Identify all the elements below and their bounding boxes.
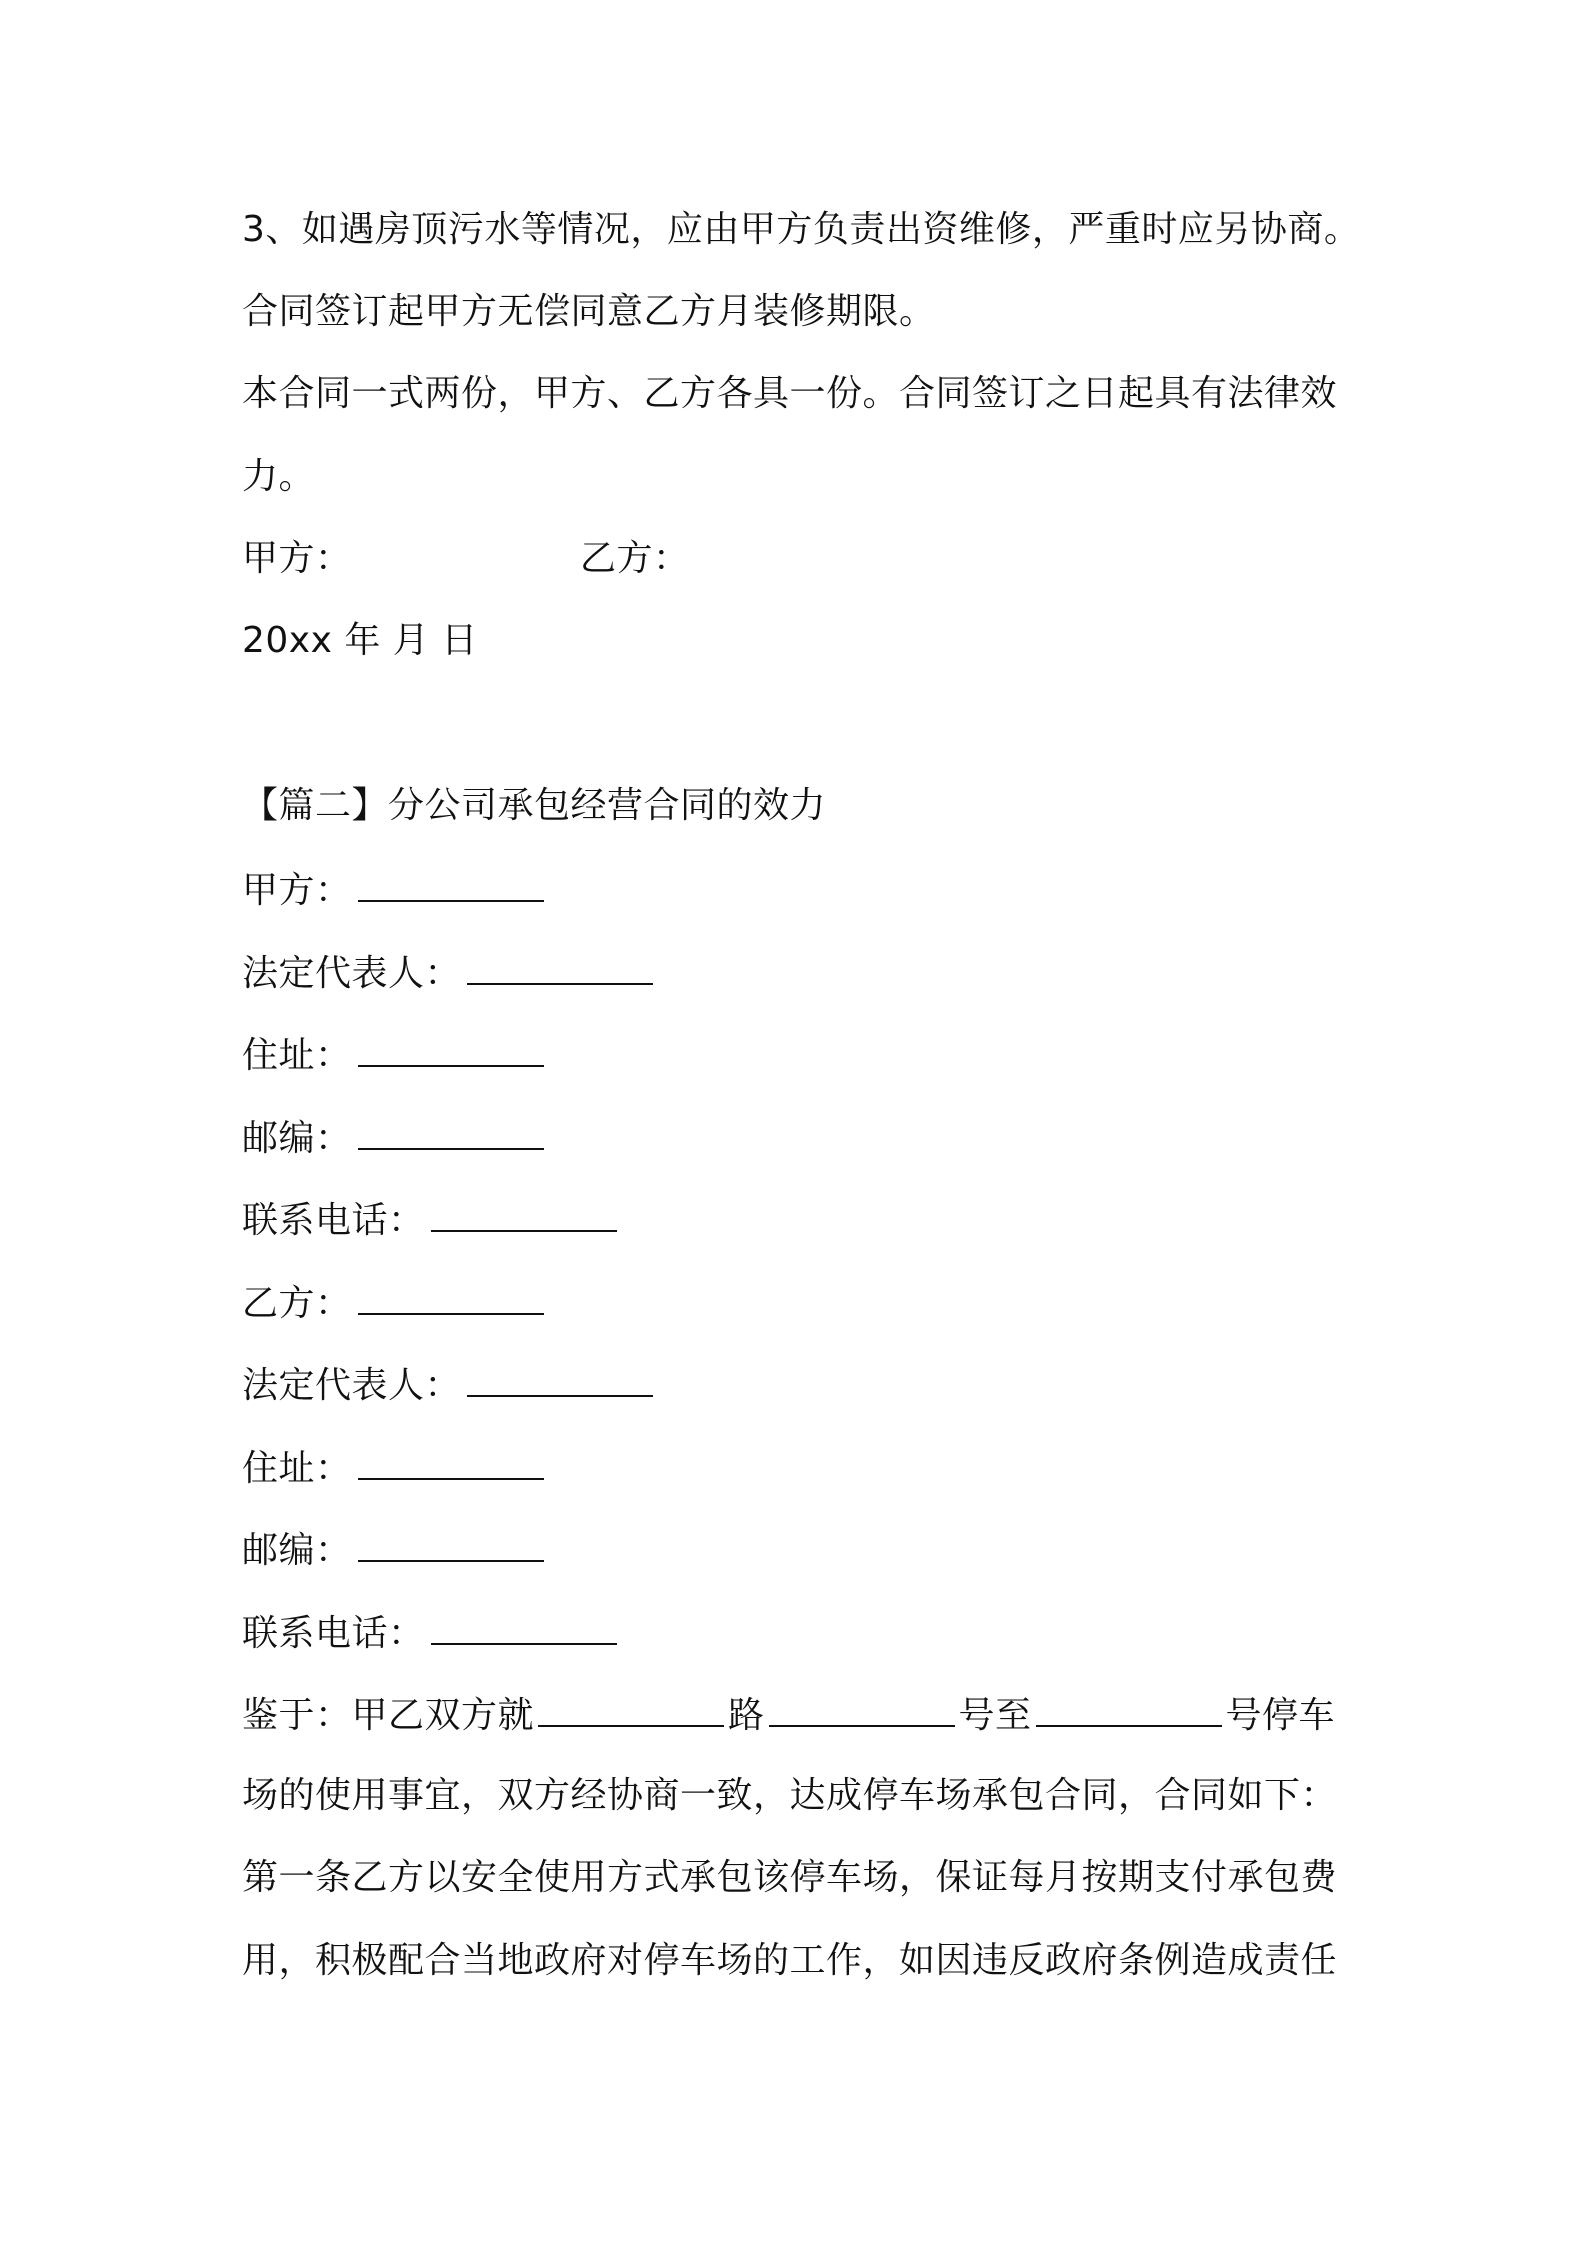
article-1-line-2: 用，积极配合当地政府对停车场的工作，如因违反政府条例造成责任 [242, 1940, 1338, 1981]
whereas-suffix: 号停车 [1225, 1695, 1336, 1736]
party-a-name-label: 甲方： [242, 870, 352, 911]
road-name-blank [538, 1691, 724, 1727]
article-1-line-1: 第一条乙方以安全使用方式承包该停车场，保证每月按期支付承包费 [242, 1857, 1338, 1898]
party-b-address-blank [358, 1444, 544, 1480]
whereas-prefix: 鉴于：甲乙双方就 [242, 1695, 535, 1736]
end-number-blank [1036, 1691, 1222, 1727]
whereas-line-2: 场的使用事宜，双方经协商一致，达成停车场承包合同，合同如下： [242, 1775, 1338, 1816]
signing-date: 20xx 年 月 日 [242, 620, 478, 661]
party-b-postcode-blank [358, 1526, 544, 1562]
party-a-phone-label: 联系电话： [242, 1200, 425, 1241]
party-b-rep-label: 法定代表人： [242, 1365, 462, 1406]
signature-row [242, 537, 690, 581]
party-a-name-blank [358, 866, 544, 902]
party-b-name-blank [358, 1279, 544, 1315]
party-a-phone-blank [431, 1196, 617, 1232]
whereas-road-text: 路 [728, 1695, 765, 1736]
decoration-period-text: 合同签订起甲方无偿同意乙方月装修期限。 [242, 291, 936, 332]
party-b-address-field [242, 1444, 544, 1491]
party-a-rep-field [242, 949, 653, 996]
party-b-postcode-field [242, 1526, 544, 1573]
party-b-name-field [242, 1279, 544, 1326]
copies-text-line-2: 力。 [242, 456, 316, 497]
party-a-postcode-blank [358, 1114, 544, 1150]
party-b-phone-field [242, 1609, 617, 1656]
party-a-address-label: 住址： [242, 1035, 352, 1076]
whereas-line-1 [242, 1691, 1335, 1738]
party-b-rep-blank [467, 1361, 653, 1397]
party-a-address-field [242, 1031, 544, 1078]
party-b-signature-label: 乙方： [580, 538, 690, 579]
party-a-rep-label: 法定代表人： [242, 953, 462, 994]
party-b-rep-field [242, 1361, 653, 1408]
section-heading: 【篇二】分公司承包经营合同的效力 [242, 785, 827, 826]
party-b-postcode-label: 邮编： [242, 1530, 352, 1571]
whereas-number-to-text: 号至 [958, 1695, 1032, 1736]
copies-text-line-1: 本合同一式两份，甲方、乙方各具一份。合同签订之日起具有法律效 [242, 373, 1338, 414]
party-a-name-field [242, 866, 544, 913]
party-b-phone-label: 联系电话： [242, 1613, 425, 1654]
party-b-address-label: 住址： [242, 1448, 352, 1489]
party-a-signature-label: 甲方： [242, 538, 352, 579]
party-a-postcode-label: 邮编： [242, 1118, 352, 1159]
party-a-rep-blank [467, 949, 653, 985]
party-b-phone-blank [431, 1609, 617, 1645]
start-number-blank [769, 1691, 955, 1727]
clause-item-3: 3、如遇房顶污水等情况，应由甲方负责出资维修，严重时应另协商。 [242, 209, 1361, 250]
party-a-phone-field [242, 1196, 617, 1243]
party-b-name-label: 乙方： [242, 1283, 352, 1324]
party-a-postcode-field [242, 1114, 544, 1161]
party-a-address-blank [358, 1031, 544, 1067]
